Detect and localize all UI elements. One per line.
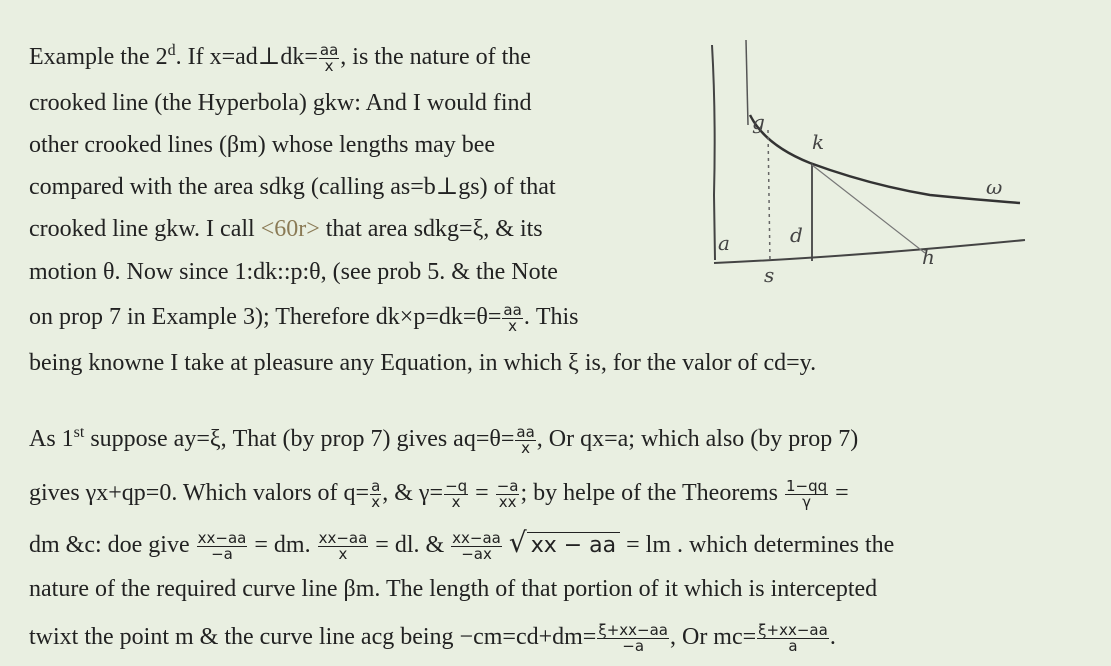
text: dm &c: doe give (29, 532, 196, 558)
denominator: x (515, 440, 535, 456)
denominator: xx (496, 494, 520, 510)
folio-marker: <60r> (260, 216, 320, 242)
figure-drawing (700, 35, 1030, 295)
fraction (496, 476, 520, 511)
para1-line6: motion θ. Now since 1:dk::p:θ, (see prob 5. & the Note (29, 259, 558, 285)
numerator: xx−aa (452, 528, 501, 547)
fraction (515, 422, 535, 457)
numerator: ξ+xx−aa (598, 620, 668, 639)
denominator: γ (785, 494, 828, 510)
numerator: aa (503, 300, 522, 319)
numerator: xx−aa (197, 528, 247, 547)
fraction (197, 528, 248, 563)
text: As 1 (29, 426, 74, 452)
vertical-axis (712, 45, 715, 260)
fraction (444, 476, 468, 511)
text: Example the 2 (29, 44, 168, 70)
denominator: −a (197, 546, 248, 562)
label-s: s (764, 263, 775, 287)
radicand: xx − aa (527, 532, 620, 558)
fraction (318, 528, 369, 563)
hyperbola-figure (700, 35, 1030, 295)
para2-line3 (29, 528, 894, 562)
numerator: ξ+xx−aa (758, 620, 828, 639)
text: , Or qx=a; which also (by prop 7) (536, 426, 859, 452)
denominator: x (444, 494, 468, 510)
text: suppose ay=ξ, That (by prop 7) gives aq=θ= (84, 426, 515, 452)
denominator: a (757, 638, 829, 654)
superscript: st (73, 424, 85, 441)
text: ; by helpe of the Theorems (520, 480, 784, 506)
numerator: 1−qq (785, 476, 828, 495)
denominator: x (371, 492, 381, 511)
tangent-line (812, 165, 925, 253)
text: gives γx+qp=0. Which valors of q= (29, 480, 370, 506)
para2-line4: nature of the required curve line βm. The length of that portion of it which is intercepted (29, 576, 878, 602)
label-w: ω (986, 175, 1003, 199)
sqrt-sign: √ (508, 526, 527, 559)
label-a: a (718, 231, 730, 255)
text: , is the nature of the (340, 44, 531, 70)
text: = (829, 480, 849, 506)
baseline (714, 240, 1025, 263)
denominator: −ax (451, 546, 502, 562)
para2-line5 (29, 622, 836, 654)
text: . If x=ad⊥dk= (175, 44, 318, 70)
para2-line2 (29, 478, 849, 510)
text: = lm . which determines the (620, 532, 895, 558)
text: crooked line gkw. I call (29, 216, 261, 242)
fraction (370, 476, 381, 511)
text: , & γ= (382, 480, 444, 506)
fraction (319, 40, 339, 75)
text: , Or mc= (669, 624, 757, 650)
label-h: h (922, 245, 935, 269)
denominator: x (319, 58, 339, 74)
numerator: aa (516, 422, 535, 441)
text: twixt the point m & the curve line acg being −cm=cd+dm= (29, 624, 597, 650)
text: . This (523, 304, 579, 330)
text: . (829, 624, 836, 650)
para1-line5 (29, 214, 543, 244)
fraction (451, 528, 502, 563)
text: on prop 7 in Example 3); Therefore dk×p=dk=θ= (29, 304, 502, 330)
fraction (757, 620, 829, 655)
numerator: xx−aa (318, 528, 368, 547)
para1-line3: other crooked lines (βm) whose lengths may bee (29, 132, 496, 158)
numerator: aa (319, 40, 339, 59)
text: = dl. & (369, 532, 451, 558)
label-k: k (812, 130, 825, 154)
numerator: −q (445, 476, 468, 495)
asymptote-line (746, 40, 748, 125)
numerator: −a (496, 476, 519, 495)
para1-line1 (29, 42, 531, 74)
para1-line2: crooked line (the Hyperbola) gkw: And I would find (29, 90, 532, 116)
fraction (785, 476, 828, 511)
denominator: x (318, 546, 369, 562)
hyperbola-curve (750, 115, 1020, 203)
text: that area sdkg=ξ, & its (319, 216, 543, 242)
fraction (597, 620, 669, 655)
superscript: d (167, 42, 176, 59)
para1-line7 (29, 302, 578, 334)
fraction (502, 300, 522, 335)
text: = dm. (248, 532, 317, 558)
label-g: g (752, 110, 765, 134)
denominator: −a (597, 638, 669, 654)
para2-line1 (29, 424, 858, 456)
text: = (469, 480, 495, 506)
label-d: d (790, 223, 803, 247)
numerator: a (371, 476, 381, 495)
para1-line4: compared with the area sdkg (calling as=b⊥gs) of that (29, 174, 556, 200)
denominator: x (502, 318, 522, 334)
para1-line8: being knowne I take at pleasure any Equation, in which ξ is, for the valor of cd=y. (29, 350, 817, 376)
dotted-ordinate (768, 130, 770, 263)
